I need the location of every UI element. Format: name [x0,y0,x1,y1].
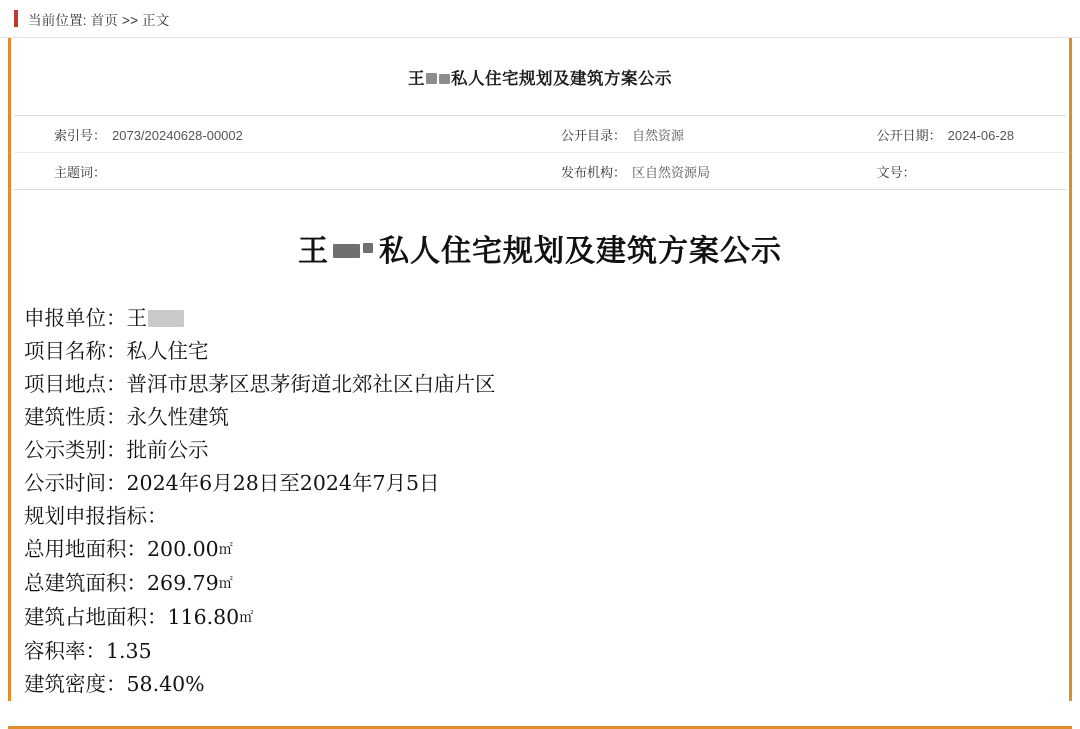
field-value: 1.35 [106,639,152,663]
field-notice-category [24,434,1056,467]
document-subheading [10,38,1070,115]
metadata-table [14,115,1066,190]
title-suffix: 私人住宅规划及建筑方案公示 [379,234,782,269]
meta-value: 2073/20240628-00002 [112,127,243,143]
page-title [10,190,1070,292]
meta-cell-document-number [877,162,1066,181]
meta-cell-publisher [561,162,877,181]
subheading-prefix: 王 [408,70,425,88]
redaction-block-icon [363,243,373,253]
field-value: 269.79 [147,571,219,595]
field-label: 公示时间： [24,471,127,495]
field-label: 总建筑面积： [24,571,147,595]
field-label: 建筑密度： [24,672,127,696]
field-label: 申报单位： [24,306,127,330]
field-value: 普洱市思茅区思茅街道北郊社区白庙片区 [126,372,496,396]
field-label: 建筑占地面积： [24,605,168,629]
field-building-footprint-area [24,601,1056,635]
field-project-location [24,368,1056,401]
field-label: 项目名称： [24,339,127,363]
field-unit: ㎡ [218,542,233,558]
meta-cell-index [14,125,561,144]
field-notice-period [24,467,1056,500]
meta-label: 发布机构： [561,164,627,180]
field-floor-area-ratio [24,635,1056,668]
field-building-nature [24,401,1056,434]
breadcrumb-marker-icon [14,10,18,27]
meta-cell-publish-date [877,125,1066,144]
meta-label: 主题词： [54,164,107,180]
field-label: 总用地面积： [24,537,147,561]
field-applicant [24,302,1056,335]
field-value: 永久性建筑 [126,405,229,429]
redaction-block-icon [439,74,450,84]
field-label: 公示类别： [24,438,127,462]
document-body [10,292,1070,701]
field-unit: ㎡ [239,610,254,626]
field-building-density [24,668,1056,701]
redaction-block-icon [333,244,360,258]
field-value: 2024年6月28日至2024年7月5日 [126,471,440,495]
field-value: 58.40% [126,672,205,696]
breadcrumb-bar [0,0,1080,38]
table-row [14,152,1066,189]
meta-cell-subject [14,162,561,181]
field-label: 建筑性质： [24,405,127,429]
field-label: 容积率： [24,639,106,663]
meta-label: 公开目录： [561,127,627,143]
document-frame [0,38,1080,701]
redaction-block-icon [426,73,437,84]
meta-label: 文号： [876,164,916,180]
meta-value: 2024-06-28 [947,127,1015,143]
meta-label: 索引号： [54,127,107,143]
field-label: 项目地点： [24,372,127,396]
field-total-floor-area [24,567,1056,601]
subheading-suffix: 私人住宅规划及建筑方案公示 [451,70,672,88]
field-label: 规划申报指标： [24,504,168,528]
meta-value: 自然资源 [632,127,685,143]
field-planning-indicators-heading [24,500,1056,533]
field-project-name [24,335,1056,368]
field-value: 200.00 [147,537,219,561]
meta-value: 区自然资源局 [632,164,711,180]
breadcrumb[interactable]: 当前位置: 首页 >> 正文 [28,12,170,28]
field-value: 批前公示 [126,438,209,462]
field-total-land-area [24,533,1056,567]
redaction-block-icon [148,310,184,327]
meta-label: 公开日期： [876,127,942,143]
field-unit: ㎡ [218,576,233,592]
field-value: 王 [126,306,147,330]
meta-cell-catalog [561,125,877,144]
table-row [14,116,1066,152]
field-value: 116.80 [167,605,240,629]
field-value: 私人住宅 [126,339,209,363]
title-prefix: 王 [298,234,329,269]
